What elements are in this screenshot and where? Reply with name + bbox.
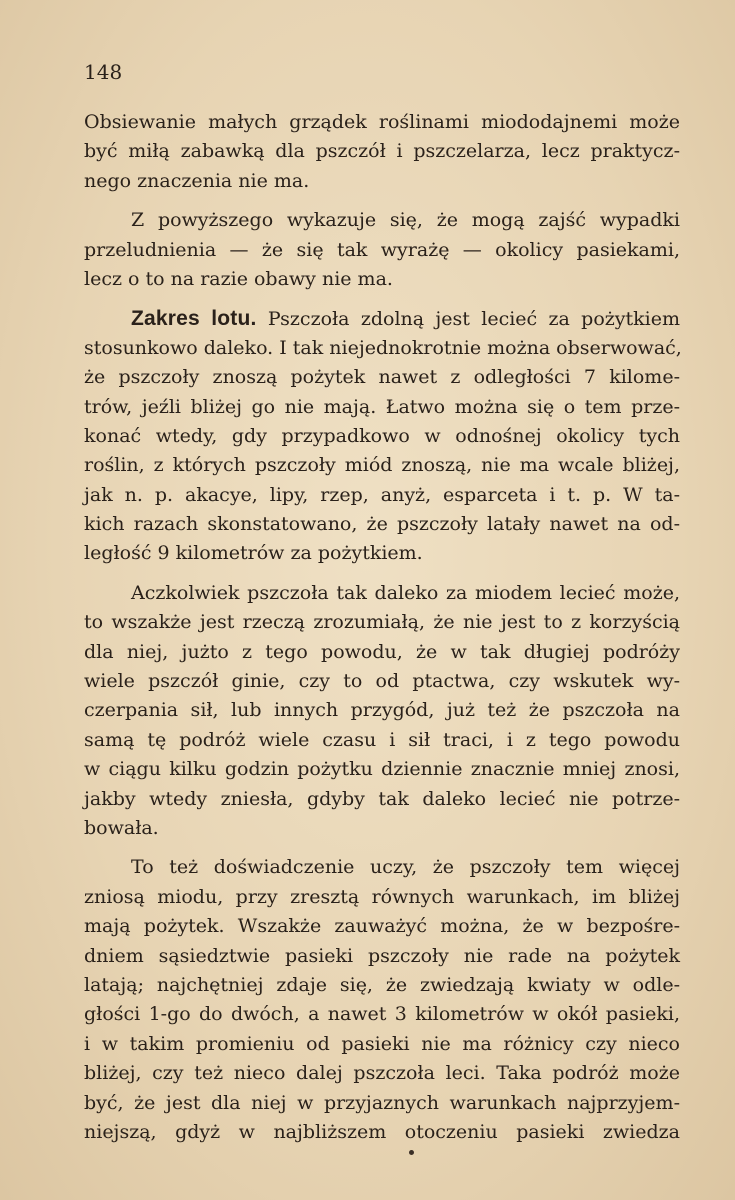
paragraph-5 bbox=[84, 853, 680, 1147]
text-line: i w takim promieniu od pasieki nie ma różnicy czy nieco bbox=[84, 1032, 680, 1055]
text-line: głości 1-go do dwóch, a nawet 3 kilometrów w okół pasieki, bbox=[84, 1003, 680, 1026]
text-line: przeludnienia — że się tak wyrażę — okolicy pasiekami, bbox=[84, 238, 680, 261]
paragraph-1 bbox=[84, 108, 680, 196]
text-line: czerpania sił, lub innych przygód, już też że pszczoła na bbox=[84, 699, 680, 722]
body-text bbox=[84, 108, 680, 1147]
text-line: samą tę podróż wiele czasu i sił traci, i z tego powodu bbox=[84, 728, 680, 751]
text-line: bliżej, czy też nieco dalej pszczoła leci. Taka podróż może bbox=[84, 1062, 680, 1085]
text-line: lecz o to na razie obawy nie ma. bbox=[84, 267, 393, 290]
paragraph-4 bbox=[84, 579, 680, 844]
section-heading: Zakres lotu. bbox=[131, 307, 257, 331]
text-line: mają pożytek. Wszakże zauważyć można, że w bezpośre- bbox=[84, 915, 680, 938]
text-line: to wszakże jest rzeczą zrozumiałą, że nie jest to z korzyścią bbox=[84, 611, 680, 634]
text-line: zniosą miodu, przy zresztą równych warunkach, im bliżej bbox=[84, 885, 680, 908]
text-line: bowała. bbox=[84, 816, 159, 839]
text-line: być miłą zabawką dla pszczół i pszczelarza, lecz praktycz- bbox=[84, 140, 680, 163]
text-line: jakby wtedy zniesła, gdyby tak daleko lecieć nie potrze- bbox=[84, 787, 680, 810]
text-line: kich razach skonstatowano, że pszczoły latały nawet na od- bbox=[84, 513, 680, 536]
text-line: latają; najchętniej zdaje się, że zwiedzają kwiaty w odle- bbox=[84, 973, 680, 996]
paragraph-2 bbox=[84, 206, 680, 294]
text-line: konać wtedy, gdy przypadkowo w odnośnej okolicy tych bbox=[84, 424, 680, 447]
text-line: To też doświadczenie uczy, że pszczoły tem więcej bbox=[131, 856, 680, 879]
page-number: 148 bbox=[84, 60, 123, 84]
text-line: Z powyższego wykazuje się, że mogą zajść wypadki bbox=[131, 209, 680, 232]
paragraph-3 bbox=[84, 304, 680, 569]
text-line: jak n. p. akacye, lipy, rzep, anyż, esparceta i t. p. W ta- bbox=[84, 483, 680, 506]
text-line: dla niej, jużto z tego powodu, że w tak długiej podróży bbox=[84, 640, 680, 663]
text-line: dniem sąsiedztwie pasieki pszczoły nie rade na pożytek bbox=[84, 944, 680, 967]
text-line: niejszą, gdyż w najbliższem otoczeniu pasieki zwiedza bbox=[84, 1120, 680, 1143]
text-line: stosunkowo daleko. I tak niejednokrotnie można obserwować, bbox=[84, 336, 682, 359]
text-line: Obsiewanie małych grządek roślinami miododajnemi może bbox=[84, 111, 680, 133]
text-line: wiele pszczół ginie, czy to od ptactwa, czy wskutek wy- bbox=[84, 670, 680, 693]
text-line: w ciągu kilku godzin pożytku dziennie znacznie mniej znosi, bbox=[84, 758, 680, 781]
text-line: roślin, z których pszczoły miód znoszą, nie ma wcale bliżej, bbox=[84, 454, 680, 477]
ink-dot bbox=[409, 1150, 414, 1155]
text-line: być, że jest dla niej w przyjaznych warunkach najprzyjem- bbox=[84, 1091, 680, 1114]
text-line: Aczkolwiek pszczoła tak daleko za miodem lecieć może, bbox=[131, 581, 680, 604]
text-line: trów, jeźli bliżej go nie mają. Łatwo można się o tem prze- bbox=[84, 395, 680, 418]
text-line: że pszczoły znoszą pożytek nawet z odległości 7 kilome- bbox=[84, 366, 680, 389]
text-line bbox=[84, 304, 680, 333]
heading-line-rest: Pszczoła zdolną jest lecieć za pożytkiem bbox=[267, 308, 680, 331]
text-line: nego znaczenia nie ma. bbox=[84, 169, 310, 192]
text-line: ległość 9 kilometrów za pożytkiem. bbox=[84, 542, 423, 565]
